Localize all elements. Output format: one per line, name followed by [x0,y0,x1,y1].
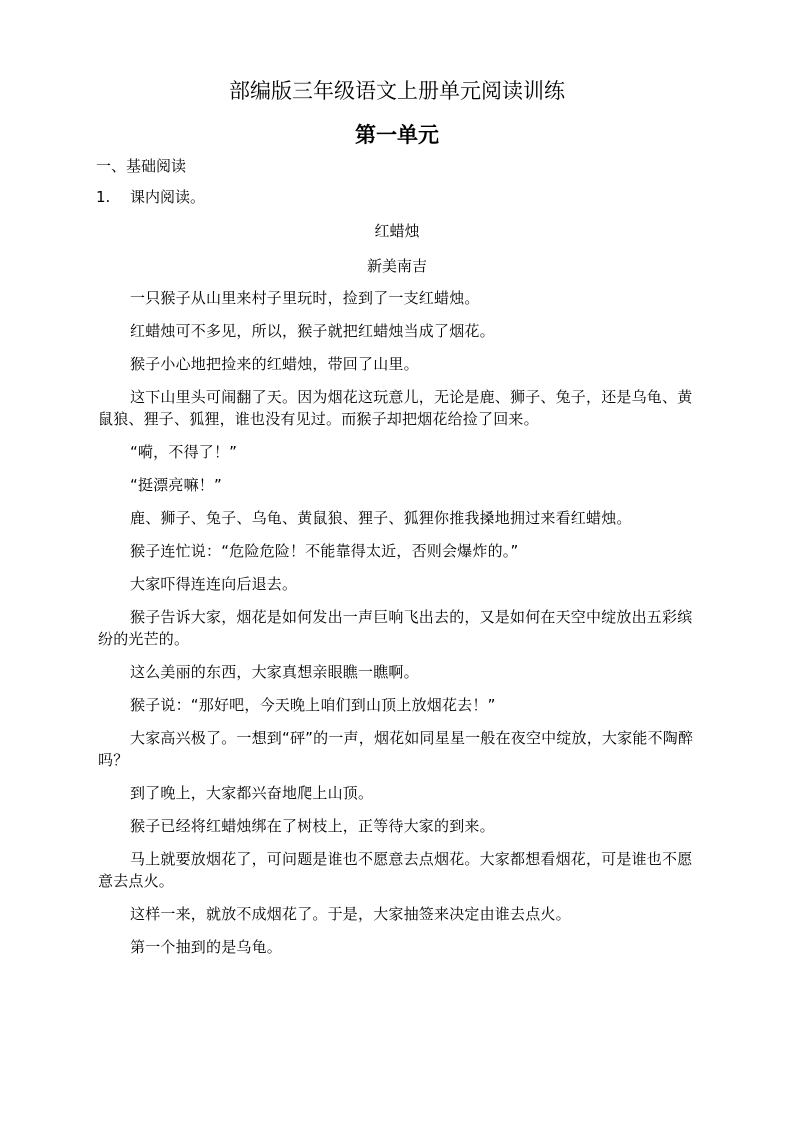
question-text: 课内阅读。 [130,188,206,206]
story-paragraph: 一只猴子从山里来村子里玩时，捡到了一支红蜡烛。 [130,289,480,307]
story-paragraph: “挺漂亮嘛！” [130,476,222,494]
section-heading: 一、基础阅读 [96,157,187,175]
story-paragraph: 到了晚上，大家都兴奋地爬上山顶。 [130,784,374,802]
story-paragraph: 第一个抽到的是乌龟。 [130,938,283,956]
story-paragraph: 大家吓得连连向后退去。 [130,575,298,593]
question-number: 1. [96,188,111,206]
story-paragraph: 猴子告诉大家，烟花是如何发出一声巨响飞出去的，又是如何在天空中绽放出五彩缤纷的光芒的。 [98,608,693,648]
question-1 [96,186,205,208]
story-paragraph: 猴子说：“那好吧，今天晚上咱们到山顶上放烟花去！” [130,696,496,714]
story-paragraph: 鹿、狮子、兔子、乌龟、黄鼠狼、狸子、狐狸你推我搡地拥过来看红蜡烛。 [130,509,632,527]
story-paragraph: 红蜡烛可不多见，所以，猴子就把红蜡烛当成了烟花。 [130,322,495,340]
story-paragraph: 这样一来，就放不成烟花了。于是，大家抽签来决定由谁去点火。 [130,905,571,923]
story-paragraph: 猴子小心地把捡来的红蜡烛，带回了山里。 [130,355,419,373]
story-paragraph: 这么美丽的东西，大家真想亲眼瞧一瞧啊。 [130,663,419,681]
story-paragraph: 这下山里头可闹翻了天。因为烟花这玩意儿，无论是鹿、狮子、兔子，还是乌龟、黄鼠狼、狸子、狐狸，谁也没有见过。而猴子却把烟花给捡了回来。 [98,388,693,428]
story-author: 新美南吉 [366,257,427,275]
story-paragraph: 猴子连忙说：“危险危险！不能靠得太近，否则会爆炸的。” [130,542,519,560]
story-title: 红蜡烛 [374,222,420,240]
story-body [98,287,703,969]
unit-title: 第一单元 [355,123,439,147]
story-paragraph: “嗬，不得了！” [130,443,238,461]
story-paragraph: 大家高兴极了。一想到“砰”的一声，烟花如同星星一般在夜空中绽放，大家能不陶醉吗？ [98,729,694,769]
document-title: 部编版三年级语文上册单元阅读训练 [229,79,565,103]
story-paragraph: 猴子已经将红蜡烛绑在了树枝上，正等待大家的到来。 [130,817,495,835]
story-paragraph: 马上就要放烟花了，可问题是谁也不愿意去点烟花。大家都想看烟花，可是谁也不愿意去点火。 [98,850,693,890]
